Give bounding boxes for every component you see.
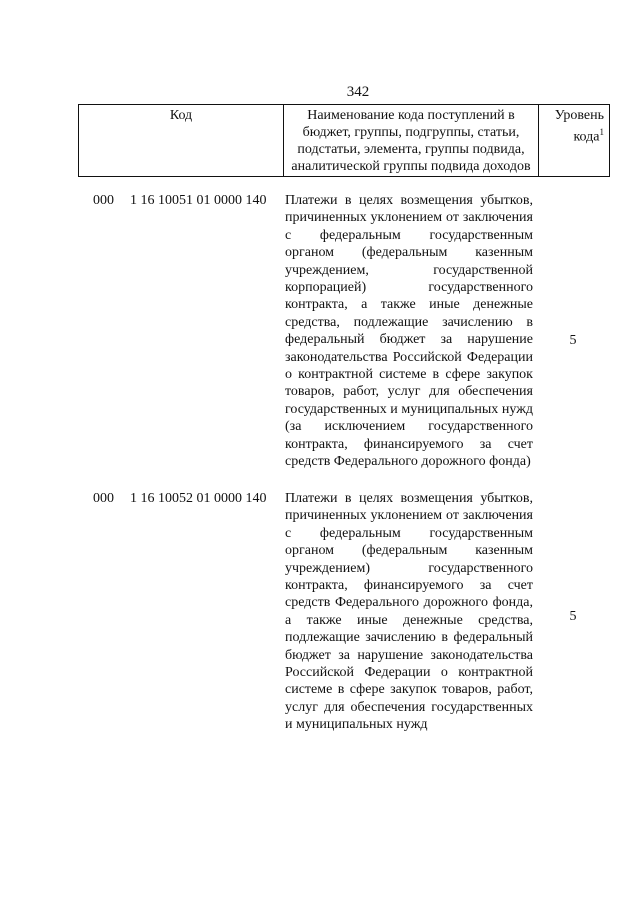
column-header-code: Код [79, 105, 284, 177]
revenue-code: 1 16 10051 01 0000 140 [130, 193, 267, 208]
column-header-name: Наименование кода поступлений в бюджет, группы, подгруппы, статьи, подстатьи, элемента, группы подвида, аналитической группы подвида доходов [284, 105, 539, 177]
code-level: 5 [569, 333, 577, 348]
revenue-description: Платежи в целях возмещения убытков, причиненных уклонением от заключения с федеральным государственным органом (федеральным казенным учреждением) государственного контракта, финансируемого за счет средств Федерального дорожного фонда, а также иные денежные средства, подлежащие зачислению в федеральный бюджет за нарушение законодательства Российской Федерации о контрактной системе в сфере закупок товаров, работ, услуг для обеспечения государственных и муниципальных нужд [285, 491, 533, 733]
admin-code: 000 [93, 193, 114, 208]
admin-code: 000 [93, 491, 114, 506]
table-header [78, 104, 610, 177]
column-header-level [539, 105, 610, 177]
revenue-code: 1 16 10052 01 0000 140 [130, 491, 267, 506]
footnote-marker: 1 [599, 127, 604, 137]
revenue-description: Платежи в целях возмещения убытков, причиненных уклонением от заключения с федеральным государственным органом (федеральным казенным учреждением, государственной корпорацией) государственного контракта, а также иные денежные средства, подлежащие зачислению в федеральный бюджет за нарушение законодательства Российской Федерации о контрактной системе в сфере закупок товаров, работ, услуг для обеспечения государственных и муниципальных нужд (за исключением государственного контракта, финансируемого за счет средств Федерального дорожного фонда) [285, 193, 533, 470]
page-number: 342 [346, 84, 370, 100]
column-header-level-label: Уровень кода [554, 108, 604, 145]
code-level: 5 [569, 609, 577, 624]
